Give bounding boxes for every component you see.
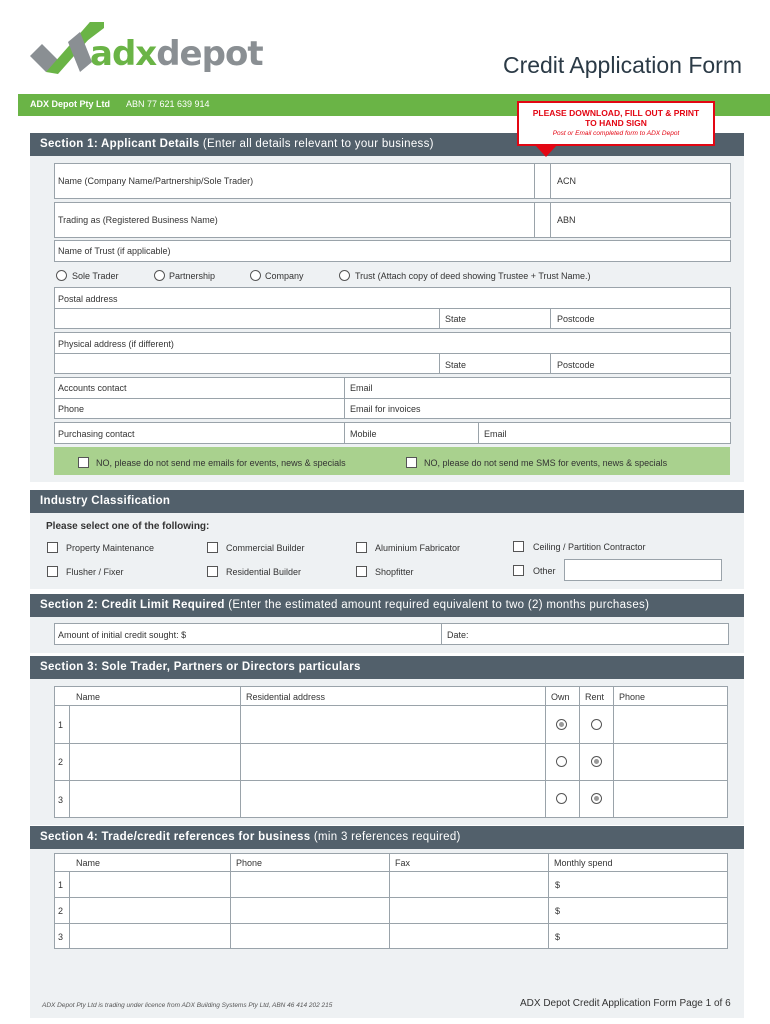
adx-depot-logo bbox=[28, 18, 263, 78]
director1-rent-radio[interactable] bbox=[591, 719, 602, 730]
callout-title: PLEASE DOWNLOAD, FILL OUT & PRINT TO HAND SIGN bbox=[532, 108, 700, 128]
reference2-spend-currency: $ bbox=[555, 906, 561, 916]
references-row-number: 3 bbox=[58, 932, 64, 942]
postal-state-label: State bbox=[445, 314, 467, 324]
accounts-contact-label: Accounts contact bbox=[58, 383, 127, 393]
directors-col-name: Name bbox=[76, 692, 101, 702]
postal-address-label: Postal address bbox=[58, 294, 118, 304]
directors-row-number: 3 bbox=[58, 795, 64, 805]
directors-col-phone: Phone bbox=[619, 692, 646, 702]
director2-rent-radio[interactable] bbox=[591, 756, 602, 767]
purchasing-contact-field[interactable] bbox=[54, 422, 731, 444]
trust-name-label: Name of Trust (if applicable) bbox=[58, 246, 171, 256]
industry-header bbox=[30, 490, 744, 513]
entity-sole-trader-radio[interactable] bbox=[56, 270, 67, 281]
entity-partnership-radio[interactable] bbox=[154, 270, 165, 281]
phone-label: Phone bbox=[58, 404, 85, 414]
credit-amount-label: Amount of initial credit sought: $ bbox=[58, 630, 187, 640]
optout-sms-checkbox[interactable] bbox=[406, 457, 417, 468]
industry-flusher-fixer-checkbox[interactable] bbox=[47, 566, 58, 577]
entity-company-label: Company bbox=[265, 271, 304, 281]
references-col-phone: Phone bbox=[236, 858, 263, 868]
section4-header bbox=[30, 826, 744, 849]
industry-property-maintenance-checkbox[interactable] bbox=[47, 542, 58, 553]
credit-date-label: Date: bbox=[447, 630, 469, 640]
section2-subtitle: (Enter the estimated amount required equivalent to two (2) months purchases) bbox=[228, 599, 650, 611]
industry-commercial-builder-label: Commercial Builder bbox=[226, 543, 305, 553]
purchasing-contact-label: Purchasing contact bbox=[58, 429, 135, 439]
section3-title: Section 3: Sole Trader, Partners or Directors particulars bbox=[40, 661, 361, 673]
trading-name-label: Trading as (Registered Business Name) bbox=[58, 215, 218, 225]
industry-ceiling-contractor-checkbox[interactable] bbox=[513, 541, 524, 552]
directors-row-number: 1 bbox=[58, 720, 64, 730]
footer-licence-note: ADX Depot Pty Ltd is trading under licence from ADX Building Systems Pty Ltd, ABN 46 414 202 215 bbox=[42, 1002, 333, 1009]
section1-subtitle: (Enter all details relevant to your business) bbox=[202, 138, 434, 150]
directors-col-address: Residential address bbox=[246, 692, 326, 702]
references-col-monthly-spend: Monthly spend bbox=[554, 858, 613, 868]
entity-partnership-label: Partnership bbox=[169, 271, 216, 281]
physical-postcode-label: Postcode bbox=[557, 360, 595, 370]
directors-col-own: Own bbox=[551, 692, 570, 702]
company-abn: ABN 77 621 639 914 bbox=[126, 99, 210, 109]
physical-address-label: Physical address (if different) bbox=[58, 339, 174, 349]
industry-shopfitter-checkbox[interactable] bbox=[356, 566, 367, 577]
director3-own-radio[interactable] bbox=[556, 793, 567, 804]
industry-ceiling-contractor-label: Ceiling / Partition Contractor bbox=[533, 542, 646, 552]
industry-other-checkbox[interactable] bbox=[513, 565, 524, 576]
entity-sole-trader-label: Sole Trader bbox=[72, 271, 119, 281]
references-col-name: Name bbox=[76, 858, 101, 868]
references-row-number: 2 bbox=[58, 906, 64, 916]
print-sign-callout bbox=[517, 101, 715, 146]
industry-flusher-fixer-label: Flusher / Fixer bbox=[66, 567, 124, 577]
logo-depot-text: depot bbox=[156, 34, 263, 74]
section2-header bbox=[30, 594, 744, 617]
entity-trust-label: Trust (Attach copy of deed showing Trustee + Trust Name.) bbox=[355, 271, 591, 281]
accounts-email-label: Email bbox=[350, 383, 373, 393]
postal-postcode-label: Postcode bbox=[557, 314, 595, 324]
reference3-spend-currency: $ bbox=[555, 932, 561, 942]
optout-email-checkbox[interactable] bbox=[78, 457, 89, 468]
acn-label: ACN bbox=[557, 176, 577, 186]
industry-prompt: Please select one of the following: bbox=[46, 521, 210, 532]
logo-adx-text: adx bbox=[90, 34, 157, 74]
applicant-name-label: Name (Company Name/Partnership/Sole Trader) bbox=[58, 176, 254, 186]
director2-own-radio[interactable] bbox=[556, 756, 567, 767]
optout-email-label: NO, please do not send me emails for events, news & specials bbox=[96, 458, 346, 468]
footer-page-number: ADX Depot Credit Application Form Page 1 of 6 bbox=[520, 998, 731, 1009]
industry-property-maintenance-label: Property Maintenance bbox=[66, 543, 155, 553]
section3-header bbox=[30, 656, 744, 679]
director1-own-radio[interactable] bbox=[556, 719, 567, 730]
industry-other-input[interactable] bbox=[564, 559, 722, 581]
email-invoices-label: Email for invoices bbox=[350, 404, 421, 414]
industry-other-label: Other bbox=[533, 566, 556, 576]
entity-company-radio[interactable] bbox=[250, 270, 261, 281]
abn-label: ABN bbox=[557, 215, 576, 225]
section4-title: Section 4: Trade/credit references for business bbox=[40, 831, 311, 843]
directors-row-number: 2 bbox=[58, 757, 64, 767]
industry-residential-builder-label: Residential Builder bbox=[226, 567, 302, 577]
section4-subtitle: (min 3 references required) bbox=[313, 831, 461, 843]
industry-title: Industry Classification bbox=[40, 495, 171, 507]
company-name: ADX Depot Pty Ltd bbox=[30, 99, 110, 109]
industry-aluminium-fabricator-label: Aluminium Fabricator bbox=[375, 543, 461, 553]
callout-subtitle: Post or Email completed form to ADX Depot bbox=[552, 130, 680, 137]
references-table bbox=[54, 853, 728, 949]
references-col-fax: Fax bbox=[395, 858, 411, 868]
entity-trust-radio[interactable] bbox=[339, 270, 350, 281]
purchasing-email-label: Email bbox=[484, 429, 507, 439]
references-row-number: 1 bbox=[58, 880, 64, 890]
callout-arrow-icon bbox=[535, 145, 557, 157]
industry-residential-builder-checkbox[interactable] bbox=[207, 566, 218, 577]
reference1-spend-currency: $ bbox=[555, 880, 561, 890]
optout-sms-label: NO, please do not send me SMS for events, news & specials bbox=[424, 458, 668, 468]
director3-rent-radio[interactable] bbox=[591, 793, 602, 804]
industry-commercial-builder-checkbox[interactable] bbox=[207, 542, 218, 553]
mobile-label: Mobile bbox=[350, 429, 377, 439]
form-title: Credit Application Form bbox=[502, 52, 742, 78]
industry-shopfitter-label: Shopfitter bbox=[375, 567, 414, 577]
physical-state-label: State bbox=[445, 360, 467, 370]
section2-title: Section 2: Credit Limit Required bbox=[40, 599, 225, 611]
industry-aluminium-fabricator-checkbox[interactable] bbox=[356, 542, 367, 553]
section1-title: Section 1: Applicant Details bbox=[40, 138, 200, 150]
directors-col-rent: Rent bbox=[585, 692, 605, 702]
